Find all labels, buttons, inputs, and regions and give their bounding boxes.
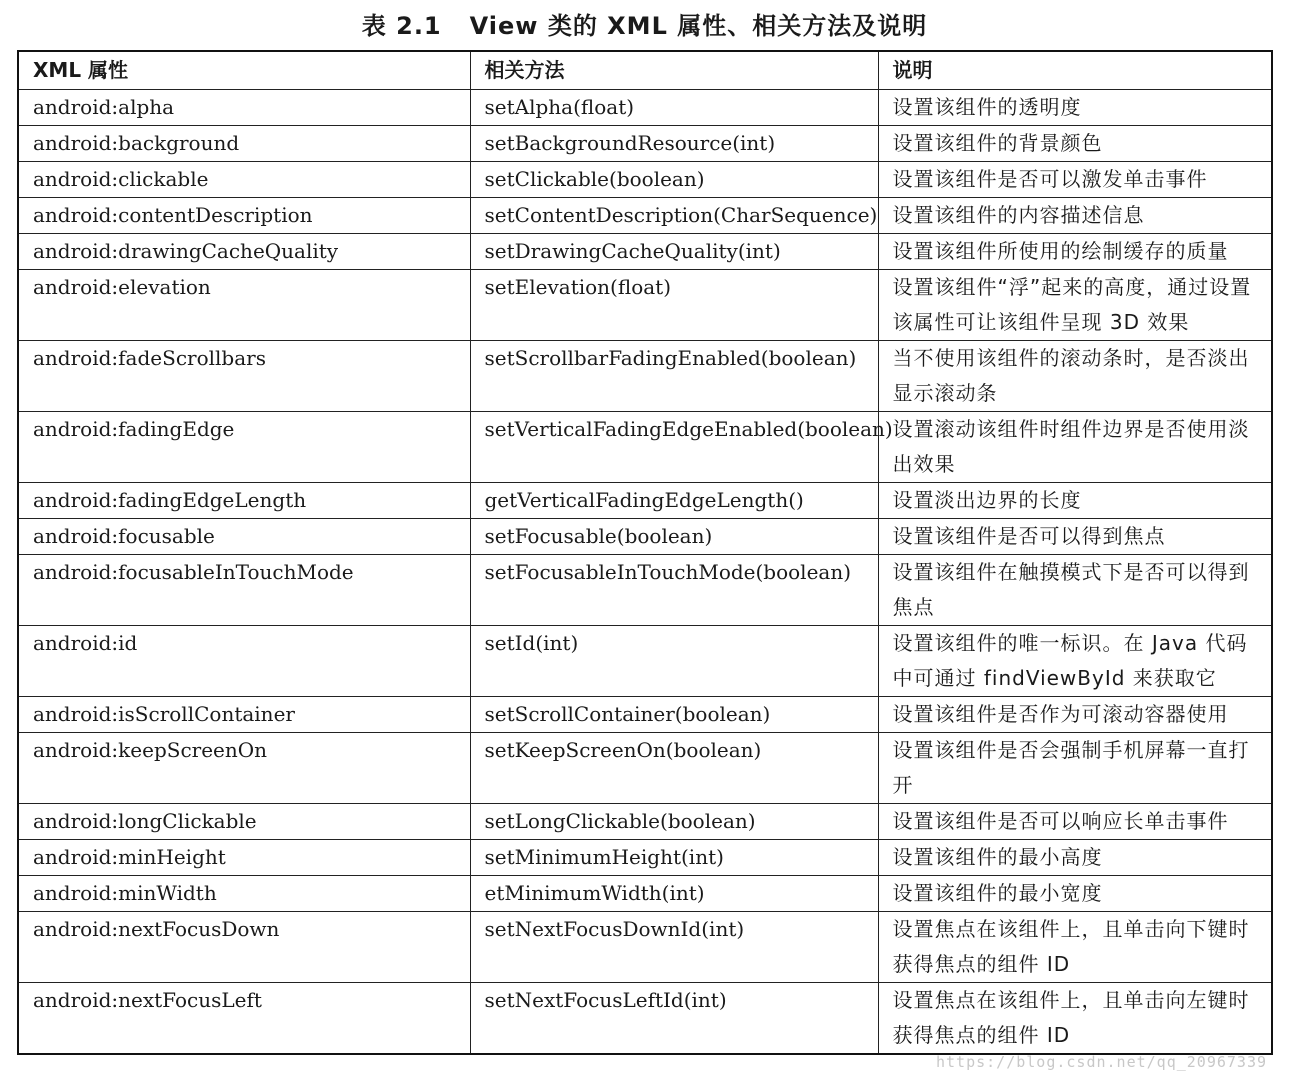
table-row [18, 804, 1272, 840]
description-cell: 设置焦点在该组件上，且单击向下键时获得焦点的组件 ID [878, 912, 1272, 983]
attribute-cell: android:id [18, 626, 470, 697]
watermark: https://blog.csdn.net/qq_20967339 [935, 1053, 1267, 1071]
attribute-cell: android:isScrollContainer [18, 697, 470, 733]
attribute-cell: android:contentDescription [18, 198, 470, 234]
method-cell: setMinimumHeight(int) [470, 840, 878, 876]
attribute-cell: android:focusable [18, 519, 470, 555]
description-cell: 当不使用该组件的滚动条时，是否淡出显示滚动条 [878, 341, 1272, 412]
attribute-cell: android:drawingCacheQuality [18, 234, 470, 270]
description-cell: 设置该组件是否作为可滚动容器使用 [878, 697, 1272, 733]
description-cell: 设置该组件“浮”起来的高度，通过设置该属性可让该组件呈现 3D 效果 [878, 270, 1272, 341]
table-row [18, 733, 1272, 804]
attribute-cell: android:nextFocusDown [18, 912, 470, 983]
attribute-cell: android:clickable [18, 162, 470, 198]
table-row [18, 270, 1272, 341]
method-cell: setNextFocusDownId(int) [470, 912, 878, 983]
table-row [18, 555, 1272, 626]
method-cell: setDrawingCacheQuality(int) [470, 234, 878, 270]
attribute-cell: android:alpha [18, 90, 470, 126]
method-cell: setKeepScreenOn(boolean) [470, 733, 878, 804]
description-cell: 设置该组件在触摸模式下是否可以得到焦点 [878, 555, 1272, 626]
table-row [18, 519, 1272, 555]
table-row [18, 626, 1272, 697]
attribute-cell: android:focusableInTouchMode [18, 555, 470, 626]
table-row [18, 983, 1272, 1055]
method-cell: setAlpha(float) [470, 90, 878, 126]
description-cell: 设置该组件的内容描述信息 [878, 198, 1272, 234]
table-body [18, 90, 1272, 1055]
method-cell: setBackgroundResource(int) [470, 126, 878, 162]
description-cell: 设置该组件的最小宽度 [878, 876, 1272, 912]
attribute-cell: android:background [18, 126, 470, 162]
description-cell: 设置该组件是否可以响应长单击事件 [878, 804, 1272, 840]
header-related-method: 相关方法 [470, 51, 878, 90]
table-row [18, 912, 1272, 983]
method-cell: setId(int) [470, 626, 878, 697]
description-cell: 设置该组件的唯一标识。在 Java 代码中可通过 findViewById 来获取它 [878, 626, 1272, 697]
attribute-cell: android:minWidth [18, 876, 470, 912]
attribute-cell: android:keepScreenOn [18, 733, 470, 804]
description-cell: 设置滚动该组件时组件边界是否使用淡出效果 [878, 412, 1272, 483]
table-row [18, 483, 1272, 519]
table-caption [0, 8, 1289, 44]
table-row [18, 697, 1272, 733]
table-row [18, 840, 1272, 876]
description-cell: 设置该组件是否可以得到焦点 [878, 519, 1272, 555]
description-cell: 设置该组件是否会强制手机屏幕一直打开 [878, 733, 1272, 804]
table-number: 表 2.1 [361, 12, 442, 40]
attribute-cell: android:fadeScrollbars [18, 341, 470, 412]
header-row [18, 51, 1272, 90]
table-row [18, 90, 1272, 126]
attribute-cell: android:longClickable [18, 804, 470, 840]
method-cell: setFocusableInTouchMode(boolean) [470, 555, 878, 626]
table-row [18, 126, 1272, 162]
method-cell: getVerticalFadingEdgeLength() [470, 483, 878, 519]
attribute-cell: android:nextFocusLeft [18, 983, 470, 1055]
description-cell: 设置该组件的透明度 [878, 90, 1272, 126]
table-row [18, 341, 1272, 412]
description-cell: 设置该组件是否可以激发单击事件 [878, 162, 1272, 198]
method-cell: setVerticalFadingEdgeEnabled(boolean) [470, 412, 878, 483]
table-row [18, 876, 1272, 912]
method-cell: setElevation(float) [470, 270, 878, 341]
method-cell: etMinimumWidth(int) [470, 876, 878, 912]
description-cell: 设置焦点在该组件上，且单击向左键时获得焦点的组件 ID [878, 983, 1272, 1055]
description-cell: 设置该组件的最小高度 [878, 840, 1272, 876]
table-title: View 类的 XML 属性、相关方法及说明 [469, 12, 928, 40]
table-row [18, 162, 1272, 198]
attribute-cell: android:minHeight [18, 840, 470, 876]
method-cell: setClickable(boolean) [470, 162, 878, 198]
attribute-cell: android:fadingEdge [18, 412, 470, 483]
table-row [18, 234, 1272, 270]
method-cell: setScrollContainer(boolean) [470, 697, 878, 733]
method-cell: setLongClickable(boolean) [470, 804, 878, 840]
attribute-cell: android:elevation [18, 270, 470, 341]
table-row [18, 198, 1272, 234]
table-row [18, 412, 1272, 483]
description-cell: 设置淡出边界的长度 [878, 483, 1272, 519]
attribute-cell: android:fadingEdgeLength [18, 483, 470, 519]
description-cell: 设置该组件所使用的绘制缓存的质量 [878, 234, 1272, 270]
header-xml-attribute: XML 属性 [18, 51, 470, 90]
method-cell: setScrollbarFadingEnabled(boolean) [470, 341, 878, 412]
method-cell: setContentDescription(CharSequence) [470, 198, 878, 234]
header-description: 说明 [878, 51, 1272, 90]
view-attributes-table [17, 50, 1273, 1055]
description-cell: 设置该组件的背景颜色 [878, 126, 1272, 162]
method-cell: setNextFocusLeftId(int) [470, 983, 878, 1055]
method-cell: setFocusable(boolean) [470, 519, 878, 555]
